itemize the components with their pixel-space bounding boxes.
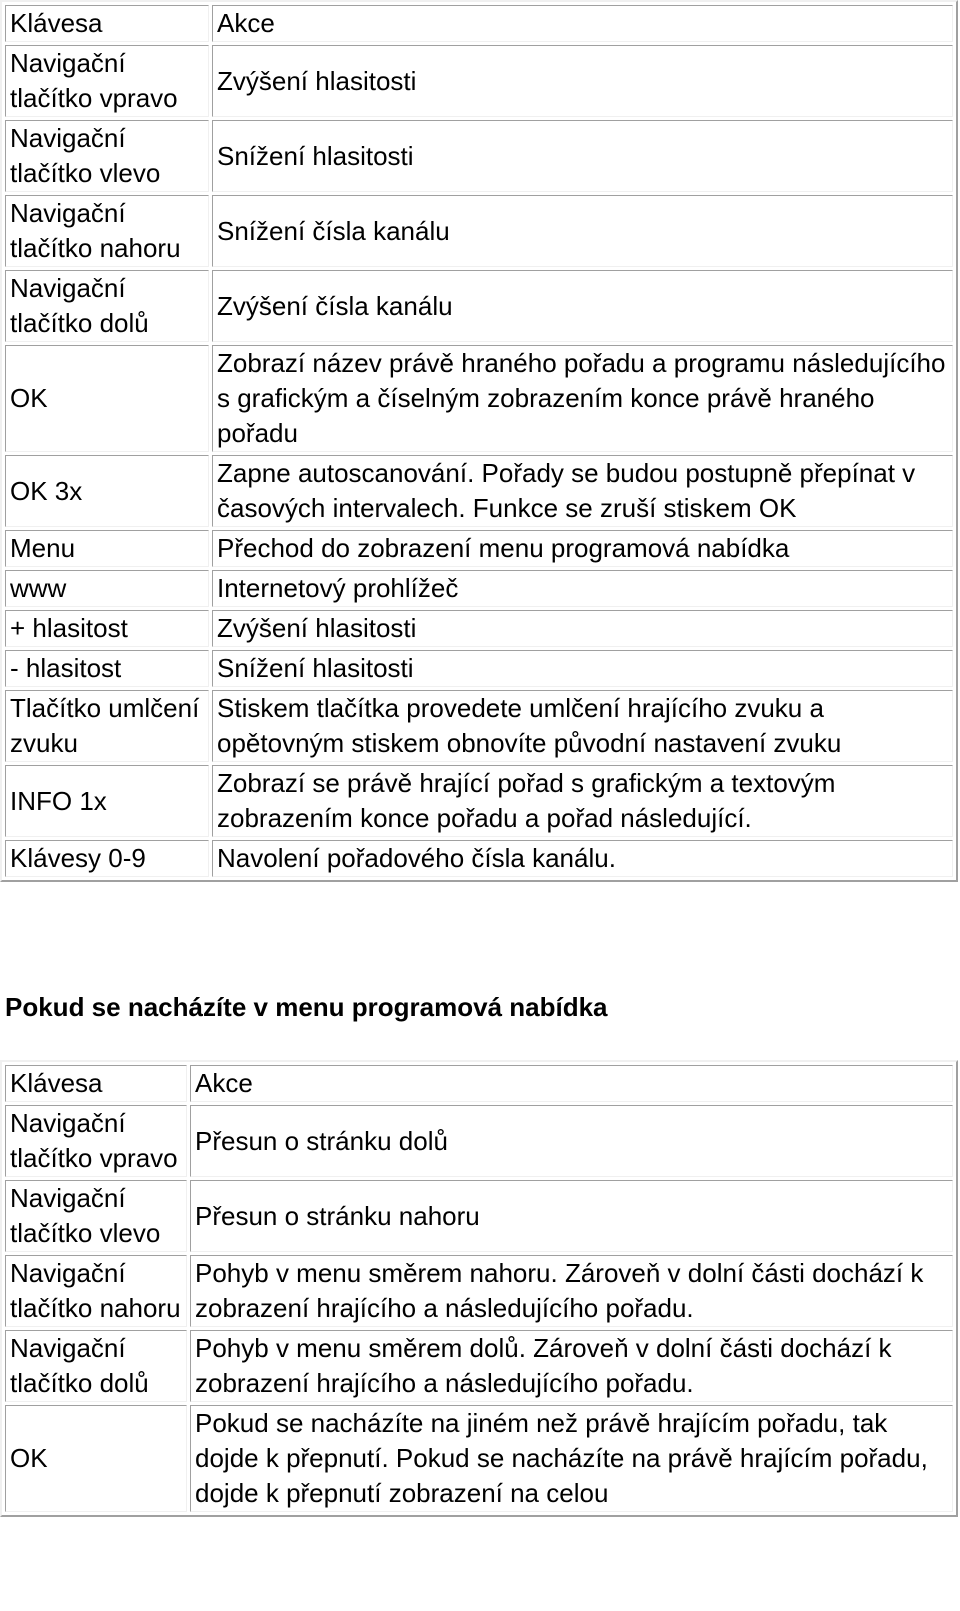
- key-cell: OK: [5, 1405, 187, 1512]
- action-cell: Stiskem tlačítka provedete umlčení hrajícího zvuku a opětovným stiskem obnovíte původní nastavení zvuku: [212, 690, 953, 762]
- table-row: [5, 650, 953, 687]
- action-cell: Přesun o stránku nahoru: [190, 1180, 953, 1252]
- table-row: [5, 530, 953, 567]
- action-cell: Zobrazí se právě hrající pořad s grafickým a textovým zobrazením konce pořadu a pořad následující.: [212, 765, 953, 837]
- key-cell: Navigační tlačítko nahoru: [5, 1255, 187, 1327]
- table-row: [5, 1105, 953, 1177]
- action-cell: Zobrazí název právě hraného pořadu a programu následujícího s grafickým a číselným zobrazením konce právě hraného pořadu: [212, 345, 953, 452]
- table-row: [5, 765, 953, 837]
- menu-key-actions-table: [0, 1060, 958, 1517]
- key-cell: Navigační tlačítko vpravo: [5, 1105, 187, 1177]
- action-cell: Přesun o stránku dolů: [190, 1105, 953, 1177]
- action-cell: Snížení čísla kanálu: [212, 195, 953, 267]
- key-cell: Navigační tlačítko vlevo: [5, 120, 209, 192]
- key-cell: OK 3x: [5, 455, 209, 527]
- action-cell: Přechod do zobrazení menu programová nabídka: [212, 530, 953, 567]
- action-cell: Zvýšení hlasitosti: [212, 610, 953, 647]
- table-row: [5, 1180, 953, 1252]
- table-row: [5, 345, 953, 452]
- key-cell: OK: [5, 345, 209, 452]
- key-cell: Navigační tlačítko dolů: [5, 1330, 187, 1402]
- key-cell: Navigační tlačítko vlevo: [5, 1180, 187, 1252]
- key-cell: Tlačítko umlčení zvuku: [5, 690, 209, 762]
- table-row: [5, 455, 953, 527]
- action-cell: Zvýšení čísla kanálu: [212, 270, 953, 342]
- table-row: [5, 570, 953, 607]
- table-header-row: [5, 1065, 953, 1102]
- section-heading: Pokud se nacházíte v menu programová nabídka: [5, 992, 608, 1022]
- action-cell: Zapne autoscanování. Pořady se budou postupně přepínat v časových intervalech. Funkce se zruší stiskem OK: [212, 455, 953, 527]
- key-cell: Navigační tlačítko vpravo: [5, 45, 209, 117]
- action-cell: Snížení hlasitosti: [212, 120, 953, 192]
- key-cell: www: [5, 570, 209, 607]
- action-cell: Navolení pořadového čísla kanálu.: [212, 840, 953, 877]
- table-row: [5, 195, 953, 267]
- table-row: [5, 270, 953, 342]
- key-cell: Navigační tlačítko dolů: [5, 270, 209, 342]
- key-cell: - hlasitost: [5, 650, 209, 687]
- menu-key-actions-table-body: [5, 1065, 953, 1512]
- header-key: Klávesa: [5, 5, 209, 42]
- key-cell: INFO 1x: [5, 765, 209, 837]
- header-key: Klávesa: [5, 1065, 187, 1102]
- table-row: [5, 45, 953, 117]
- action-cell: Pohyb v menu směrem dolů. Zároveň v dolní části dochází k zobrazení hrajícího a následujícího pořadu.: [190, 1330, 953, 1402]
- header-action: Akce: [190, 1065, 953, 1102]
- table-row: [5, 690, 953, 762]
- action-cell: Internetový prohlížeč: [212, 570, 953, 607]
- key-cell: + hlasitost: [5, 610, 209, 647]
- table-row: [5, 1330, 953, 1402]
- table-row: [5, 120, 953, 192]
- table-row: [5, 840, 953, 877]
- table-row: [5, 610, 953, 647]
- table-header-row: [5, 5, 953, 42]
- header-action: Akce: [212, 5, 953, 42]
- key-cell: Klávesy 0-9: [5, 840, 209, 877]
- table-row: [5, 1405, 953, 1512]
- action-cell: Zvýšení hlasitosti: [212, 45, 953, 117]
- key-actions-table-body: [5, 5, 953, 877]
- key-cell: Navigační tlačítko nahoru: [5, 195, 209, 267]
- action-cell: Pokud se nacházíte na jiném než právě hrajícím pořadu, tak dojde k přepnutí. Pokud se nacházíte na právě hrajícím pořadu, dojde k přepnutí zobrazení na celou: [190, 1405, 953, 1512]
- action-cell: Snížení hlasitosti: [212, 650, 953, 687]
- key-cell: Menu: [5, 530, 209, 567]
- table-row: [5, 1255, 953, 1327]
- action-cell: Pohyb v menu směrem nahoru. Zároveň v dolní části dochází k zobrazení hrajícího a následujícího pořadu.: [190, 1255, 953, 1327]
